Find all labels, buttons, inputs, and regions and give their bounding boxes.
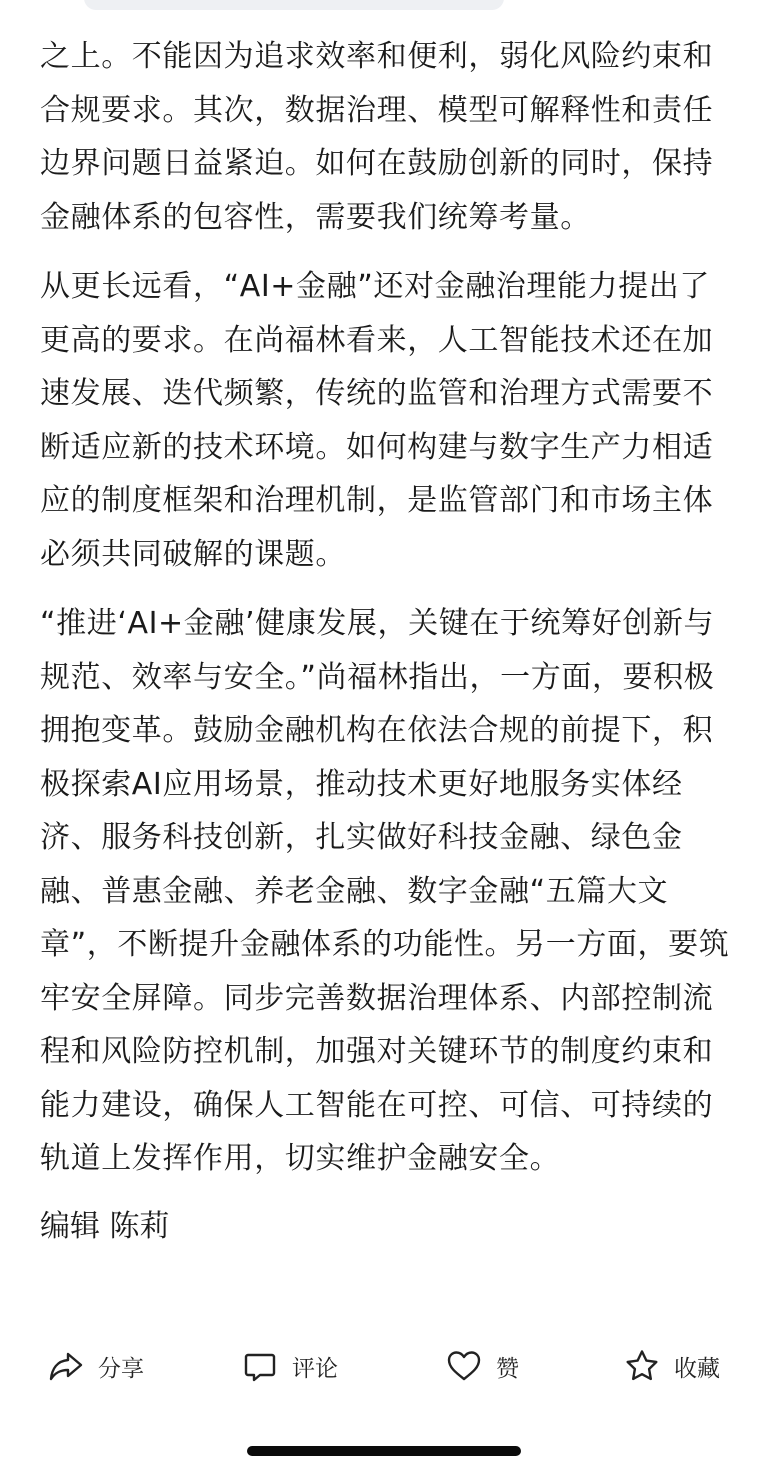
paragraph-3: “推进‘AI+金融’健康发展，关键在于统筹好创新与规范、效率与安全。”尚福林指出，一方面，要积极拥抱变革。鼓励金融机构在依法合规的前提下，积极探索AI应用场景，推动技术更好地服务实体经济、服务科技创新，扎实做好科技金融、绿色金融、普惠金融、养老金融、数字金融“五篇大文章”，不断提升金融体系的功能性。另一方面，要筑牢安全屏障。同步完善数据治理体系、内部控制流程和风险防控机制，加强对关键环节的制度约束和能力建设，确保人工智能在可控、可信、可持续的轨道上发挥作用，切实维护金融安全。 [40, 606, 730, 1176]
article-body [40, 30, 730, 1253]
share-label: 分享 [98, 1355, 144, 1382]
bottom-action-bar [0, 1336, 768, 1396]
like-button[interactable] [446, 1336, 519, 1396]
comment-label: 评论 [292, 1355, 338, 1382]
heart-icon [446, 1348, 482, 1384]
favorite-label: 收藏 [674, 1355, 720, 1382]
search-bar-edge[interactable] [84, 0, 504, 10]
comment-button[interactable] [242, 1336, 338, 1396]
favorite-button[interactable] [624, 1336, 720, 1396]
star-icon [624, 1348, 660, 1384]
editor-credit: 编辑 陈莉 [40, 1208, 170, 1244]
share-button[interactable] [48, 1336, 144, 1396]
home-indicator[interactable] [247, 1446, 521, 1456]
paragraph-1: 之上。不能因为追求效率和便利，弱化风险约束和合规要求。其次，数据治理、模型可解释性和责任边界问题日益紧迫。如何在鼓励创新的同时，保持金融体系的包容性，需要我们统筹考量。 [40, 39, 714, 235]
paragraph-2: 从更长远看，“AI+金融”还对金融治理能力提出了更高的要求。在尚福林看来，人工智能技术还在加速发展、迭代频繁，传统的监管和治理方式需要不断适应新的技术环境。如何构建与数字生产力相适应的制度框架和治理机制，是监管部门和市场主体必须共同破解的课题。 [40, 269, 714, 572]
comment-icon [242, 1348, 278, 1384]
like-label: 赞 [496, 1355, 519, 1382]
share-icon [48, 1348, 84, 1384]
